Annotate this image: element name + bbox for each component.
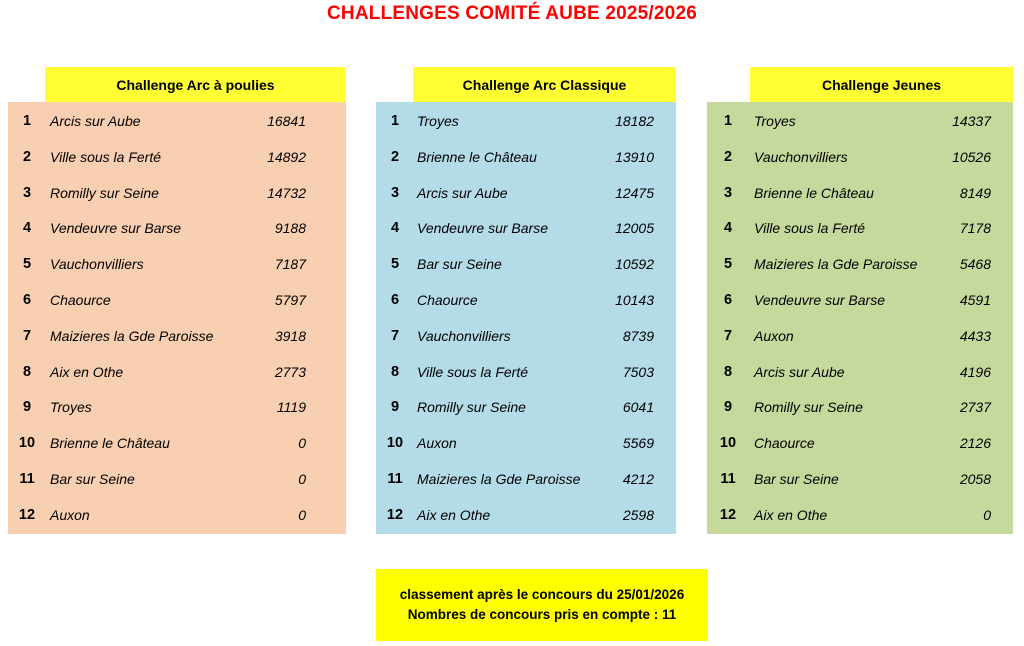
ranking-row	[8, 318, 346, 354]
score-value: 5797	[274, 292, 306, 308]
score-value: 10143	[615, 292, 654, 308]
score-value: 8739	[622, 327, 654, 344]
ranking-row	[376, 354, 676, 390]
club-name: Auxon	[417, 435, 457, 452]
footer-concours-count: Nombres de concours pris en compte : 11	[407, 607, 677, 622]
score-value: 4212	[622, 471, 654, 487]
club-name: Bar sur Seine	[417, 256, 502, 273]
rank-number: 5	[390, 256, 400, 273]
ranking-row	[8, 425, 346, 461]
score-value: 0	[298, 471, 306, 487]
rank-number: 1	[723, 113, 733, 129]
ranking-row	[8, 103, 346, 139]
rank-number: 11	[720, 471, 736, 487]
ranking-row	[376, 282, 676, 318]
club-name: Vendeuvre sur Barse	[50, 220, 181, 237]
score-value: 0	[298, 435, 306, 452]
rank-number: 10	[719, 435, 737, 452]
rank-number: 4	[22, 220, 32, 237]
ranking-row	[8, 389, 346, 425]
club-name: Auxon	[50, 506, 90, 523]
ranking-row	[376, 461, 676, 497]
rank-number: 12	[719, 506, 737, 523]
rank-number: 12	[18, 506, 36, 523]
ranking-row	[376, 318, 676, 354]
ranking-row	[8, 139, 346, 175]
club-name: Chaource	[417, 292, 478, 308]
score-value: 10526	[952, 148, 991, 165]
club-name: Troyes	[754, 113, 796, 129]
rank-number: 10	[386, 435, 404, 452]
score-value: 14337	[952, 113, 991, 129]
rank-number: 4	[390, 220, 400, 237]
club-name: Bar sur Seine	[50, 471, 135, 487]
ranking-row	[8, 497, 346, 533]
ranking-row	[707, 246, 1013, 282]
panel-header-arc-classique: Challenge Arc Classique	[413, 67, 676, 102]
club-name: Brienne le Château	[754, 184, 874, 201]
club-name: Maizieres la Gde Paroisse	[50, 327, 214, 344]
club-name: Vendeuvre sur Barse	[417, 220, 548, 237]
score-value: 5468	[959, 256, 991, 273]
rank-number: 9	[723, 399, 733, 416]
score-value: 2598	[622, 506, 654, 523]
ranking-row	[8, 246, 346, 282]
ranking-row	[376, 497, 676, 533]
club-name: Aix en Othe	[417, 506, 491, 523]
score-value: 2058	[959, 471, 991, 487]
ranking-row	[376, 103, 676, 139]
rank-number: 5	[22, 256, 32, 273]
club-name: Maizieres la Gde Paroisse	[417, 471, 581, 487]
ranking-row	[707, 282, 1013, 318]
score-value: 8149	[959, 184, 991, 201]
ranking-list-arc-classique	[376, 102, 676, 534]
rank-number: 7	[22, 327, 32, 344]
footer-info-box	[376, 569, 708, 641]
rank-number: 11	[387, 471, 403, 487]
club-name: Auxon	[754, 327, 794, 344]
club-name: Romilly sur Seine	[417, 399, 526, 416]
ranking-row	[376, 210, 676, 246]
club-name: Ville sous la Ferté	[50, 148, 162, 165]
club-name: Brienne le Château	[50, 435, 170, 452]
rank-number: 10	[18, 435, 36, 452]
rank-number: 6	[390, 292, 400, 308]
club-name: Troyes	[417, 113, 459, 129]
score-value: 7503	[622, 363, 654, 380]
club-name: Aix en Othe	[50, 363, 124, 380]
score-value: 0	[298, 506, 306, 523]
rank-number: 7	[723, 327, 733, 344]
club-name: Vendeuvre sur Barse	[754, 292, 885, 308]
club-name: Ville sous la Ferté	[754, 220, 866, 237]
rank-number: 3	[723, 184, 733, 201]
panel-header-jeunes: Challenge Jeunes	[750, 67, 1013, 102]
rank-number: 5	[723, 256, 733, 273]
ranking-row	[707, 103, 1013, 139]
score-value: 12475	[615, 184, 654, 201]
club-name: Ville sous la Ferté	[417, 363, 529, 380]
ranking-row	[707, 461, 1013, 497]
rank-number: 2	[390, 148, 400, 165]
score-value: 2126	[959, 435, 991, 452]
ranking-row	[376, 425, 676, 461]
club-name: Aix en Othe	[754, 506, 828, 523]
panel-header-arc-a-poulies: Challenge Arc à poulies	[45, 67, 346, 102]
rank-number: 1	[390, 113, 400, 129]
ranking-row	[376, 389, 676, 425]
rank-number: 6	[723, 292, 733, 308]
ranking-row	[376, 139, 676, 175]
ranking-row	[707, 497, 1013, 533]
score-value: 2737	[959, 399, 991, 416]
ranking-row	[707, 425, 1013, 461]
score-value: 14732	[267, 184, 306, 201]
club-name: Vauchonvilliers	[50, 256, 144, 273]
score-value: 12005	[615, 220, 654, 237]
page-title: CHALLENGES COMITÉ AUBE 2025/2026	[327, 3, 697, 24]
score-value: 2773	[274, 363, 306, 380]
club-name: Maizieres la Gde Paroisse	[754, 256, 918, 273]
score-value: 16841	[267, 113, 306, 129]
rank-number: 1	[22, 113, 32, 129]
score-value: 9188	[274, 220, 306, 237]
score-value: 7178	[959, 220, 991, 237]
ranking-row	[8, 354, 346, 390]
club-name: Vauchonvilliers	[417, 327, 511, 344]
ranking-row	[8, 282, 346, 318]
club-name: Chaource	[754, 435, 815, 452]
score-value: 4591	[959, 292, 991, 308]
rank-number: 8	[723, 363, 733, 380]
rank-number: 9	[390, 399, 400, 416]
rank-number: 2	[723, 148, 733, 165]
score-value: 13910	[615, 148, 654, 165]
rank-number: 6	[22, 292, 32, 308]
ranking-row	[8, 461, 346, 497]
ranking-row	[376, 175, 676, 211]
ranking-row	[707, 210, 1013, 246]
ranking-list-jeunes	[707, 102, 1013, 534]
score-value: 10592	[615, 256, 654, 273]
rank-number: 8	[390, 363, 400, 380]
club-name: Bar sur Seine	[754, 471, 839, 487]
ranking-row	[8, 175, 346, 211]
rank-number: 9	[22, 399, 32, 416]
club-name: Troyes	[50, 399, 92, 416]
ranking-row	[707, 389, 1013, 425]
ranking-row	[707, 354, 1013, 390]
score-value: 5569	[622, 435, 654, 452]
score-value: 7187	[274, 256, 306, 273]
rank-number: 8	[22, 363, 32, 380]
club-name: Romilly sur Seine	[754, 399, 863, 416]
ranking-row	[707, 139, 1013, 175]
rank-number: 7	[390, 327, 400, 344]
ranking-row	[376, 246, 676, 282]
club-name: Arcis sur Aube	[754, 363, 845, 380]
club-name: Arcis sur Aube	[50, 113, 141, 129]
ranking-list-arc-a-poulies	[8, 102, 346, 534]
score-value: 18182	[615, 113, 654, 129]
rank-number: 12	[386, 506, 404, 523]
rank-number: 11	[19, 471, 35, 487]
ranking-row	[707, 175, 1013, 211]
club-name: Vauchonvilliers	[754, 148, 848, 165]
rank-number: 2	[22, 148, 32, 165]
score-value: 0	[983, 506, 991, 523]
score-value: 1119	[276, 399, 306, 416]
club-name: Chaource	[50, 292, 111, 308]
club-name: Arcis sur Aube	[417, 184, 508, 201]
rank-number: 4	[723, 220, 733, 237]
club-name: Romilly sur Seine	[50, 184, 159, 201]
score-value: 4433	[959, 327, 991, 344]
rank-number: 3	[22, 184, 32, 201]
score-value: 3918	[274, 327, 306, 344]
rank-number: 3	[390, 184, 400, 201]
score-value: 4196	[959, 363, 991, 380]
footer-classement-date: classement après le concours du 25/01/2026	[399, 587, 685, 602]
score-value: 14892	[267, 148, 306, 165]
ranking-row	[707, 318, 1013, 354]
club-name: Brienne le Château	[417, 148, 537, 165]
score-value: 6041	[622, 399, 654, 416]
ranking-row	[8, 210, 346, 246]
